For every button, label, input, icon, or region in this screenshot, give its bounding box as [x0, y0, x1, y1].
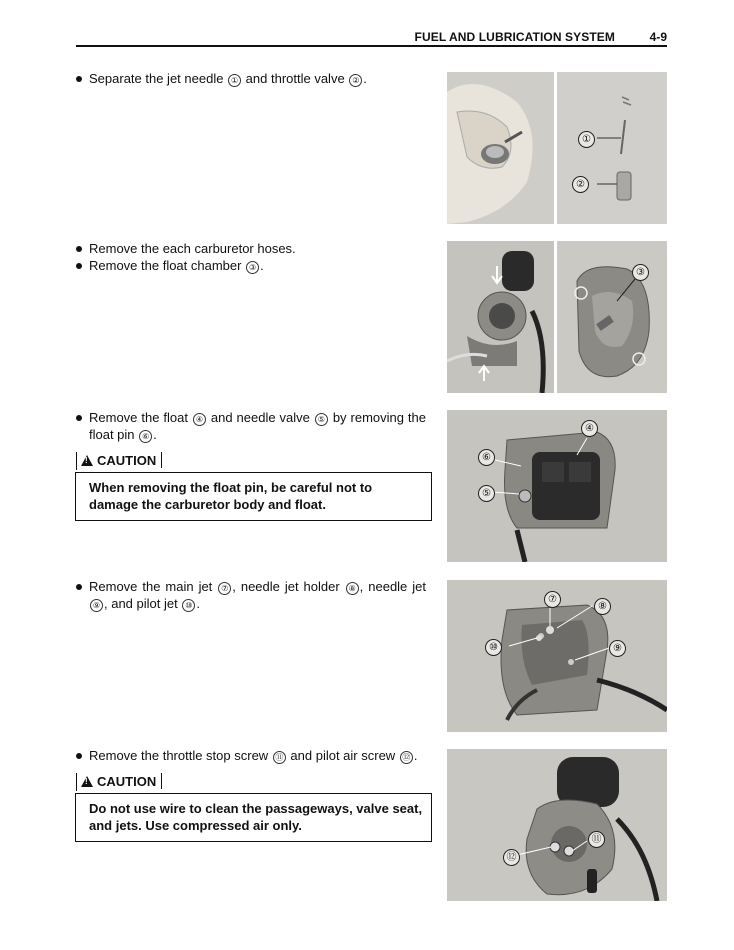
callout-12: ⑫	[503, 849, 520, 866]
header-divider	[76, 45, 667, 47]
jet-needle-photo-left	[447, 72, 554, 224]
callout-7: ⑦	[544, 591, 561, 608]
ref-number: ⑫	[400, 751, 413, 764]
step-text: Remove the each carburetor hoses.	[89, 241, 296, 256]
caution-box: Do not use wire to clean the passageways, valve seat, and jets. Use compressed air only.	[75, 793, 432, 842]
step-text: Remove the main jet	[89, 579, 218, 594]
ref-number: ⑨	[90, 599, 103, 612]
ref-number: ②	[349, 74, 362, 87]
step-float-chamber	[76, 257, 426, 274]
ref-number: ⑧	[346, 582, 359, 595]
ref-number: ①	[228, 74, 241, 87]
step-text: Remove the float chamber	[89, 258, 246, 273]
step-text: and pilot air screw	[286, 748, 399, 763]
bullet-icon	[76, 263, 82, 269]
callout-9: ⑨	[609, 640, 626, 657]
ref-number: ⑩	[182, 599, 195, 612]
callout-10: ⑩	[485, 639, 502, 656]
step-text: , needle jet	[359, 579, 426, 594]
bullet-icon	[76, 753, 82, 759]
float-photo	[447, 410, 667, 562]
ref-number: ⑤	[315, 413, 328, 426]
step-text: Remove the float	[89, 410, 192, 425]
caution-heading: CAUTION	[97, 774, 157, 789]
float-chamber-photo-right	[557, 241, 667, 393]
warning-icon	[81, 776, 93, 787]
step-float	[76, 409, 426, 443]
ref-number: ⑪	[273, 751, 286, 764]
callout-2: ②	[572, 176, 589, 193]
step-text: .	[196, 596, 200, 611]
callout-3: ③	[632, 264, 649, 281]
step-text: .	[260, 258, 264, 273]
ref-number: ④	[193, 413, 206, 426]
ref-number: ⑥	[139, 430, 152, 443]
callout-1: ①	[578, 131, 595, 148]
caution-label	[76, 452, 162, 470]
step-text: , and pilot jet	[104, 596, 182, 611]
step-text: , needle jet holder	[232, 579, 345, 594]
jet-needle-photo-right	[557, 72, 667, 224]
caution-box: When removing the float pin, be careful not to damage the carburetor body and float.	[75, 472, 432, 521]
ref-number: ⑦	[218, 582, 231, 595]
divider	[161, 452, 162, 468]
bullet-icon	[76, 415, 82, 421]
caution-heading: CAUTION	[97, 453, 157, 468]
step-jets	[76, 578, 426, 612]
step-text: and needle valve	[206, 410, 314, 425]
hoses-photo-left	[447, 241, 554, 393]
callout-8: ⑧	[594, 598, 611, 615]
step-text: .	[413, 748, 418, 763]
callout-5: ⑤	[478, 485, 495, 502]
step-text: Remove the throttle stop screw	[89, 748, 272, 763]
bullet-icon	[76, 76, 82, 82]
section-title: FUEL AND LUBRICATION SYSTEM	[414, 30, 615, 44]
warning-icon	[81, 455, 93, 466]
screws-photo	[447, 749, 667, 901]
step-text: .	[153, 427, 157, 442]
callout-11: ⑪	[588, 831, 605, 848]
step-text: .	[363, 71, 367, 86]
step-screws	[76, 747, 426, 764]
divider	[161, 773, 162, 789]
step-text: by removing the float pin	[89, 410, 427, 442]
step-jet-needle	[76, 70, 426, 87]
bullet-icon	[76, 584, 82, 590]
caution-label	[76, 773, 162, 791]
step-text: Separate the jet needle	[89, 71, 228, 86]
jets-photo	[447, 580, 667, 732]
step-hoses	[76, 240, 426, 257]
step-text: and throttle valve	[242, 71, 349, 86]
callout-6: ⑥	[478, 449, 495, 466]
callout-4: ④	[581, 420, 598, 437]
page-number: 4-9	[649, 30, 667, 44]
bullet-icon	[76, 246, 82, 252]
ref-number: ③	[246, 261, 259, 274]
